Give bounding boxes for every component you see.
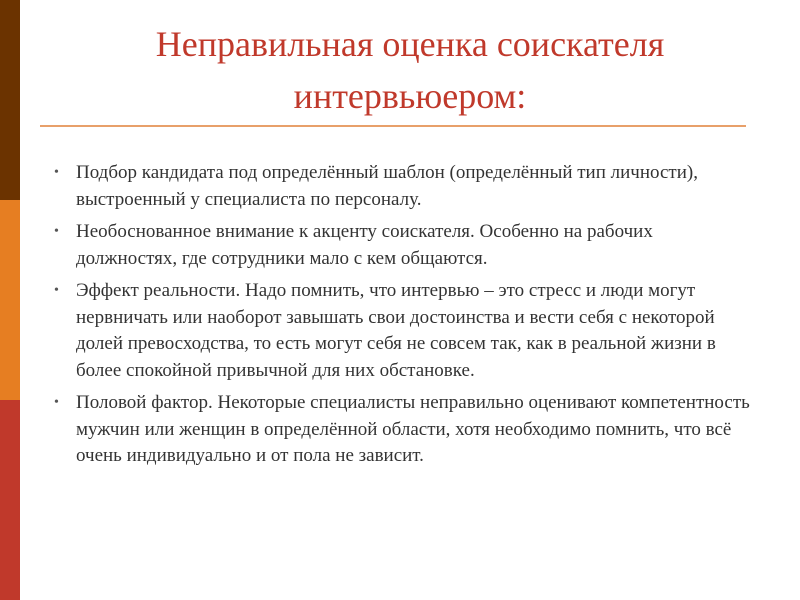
bullet-text: Половой фактор. Некоторые специалисты неправильно оценивают компетентность мужчин или женщин в определённой области, хотя необходимо помнить, что всё очень индивидуально и от пола не зависит.	[76, 392, 750, 466]
bullet-text: Эффект реальности. Надо помнить, что интервью – это стресс и люди могут нервничать или наоборот завышать свои достоинства и вести себя с некоторой долей превосходства, то есть могут себя не совсем так, как в реальной жизни в более спокойной привычной для них обстановке.	[76, 280, 716, 381]
bullet-item	[50, 160, 750, 213]
side-bar-red	[0, 400, 20, 600]
side-bar-dark	[0, 0, 20, 200]
bullet-item	[50, 390, 750, 470]
bullet-item	[50, 278, 750, 384]
bullet-text: Подбор кандидата под определённый шаблон (определённый тип личности), выстроенный у специалиста по персоналу.	[76, 162, 698, 210]
title-divider	[40, 125, 746, 127]
side-bar-orange	[0, 200, 20, 400]
bullet-dot-icon: •	[54, 165, 59, 180]
bullet-item	[50, 219, 750, 272]
slide-title: Неправильная оценка соискателя интервьюером:	[155, 24, 665, 116]
bullet-dot-icon: •	[54, 395, 59, 410]
bullet-list	[50, 160, 750, 476]
bullet-text: Необоснованное внимание к акценту соискателя. Особенно на рабочих должностях, где сотрудники мало с кем общаются.	[76, 221, 653, 269]
bullet-dot-icon: •	[54, 283, 59, 298]
bullet-dot-icon: •	[54, 224, 59, 239]
